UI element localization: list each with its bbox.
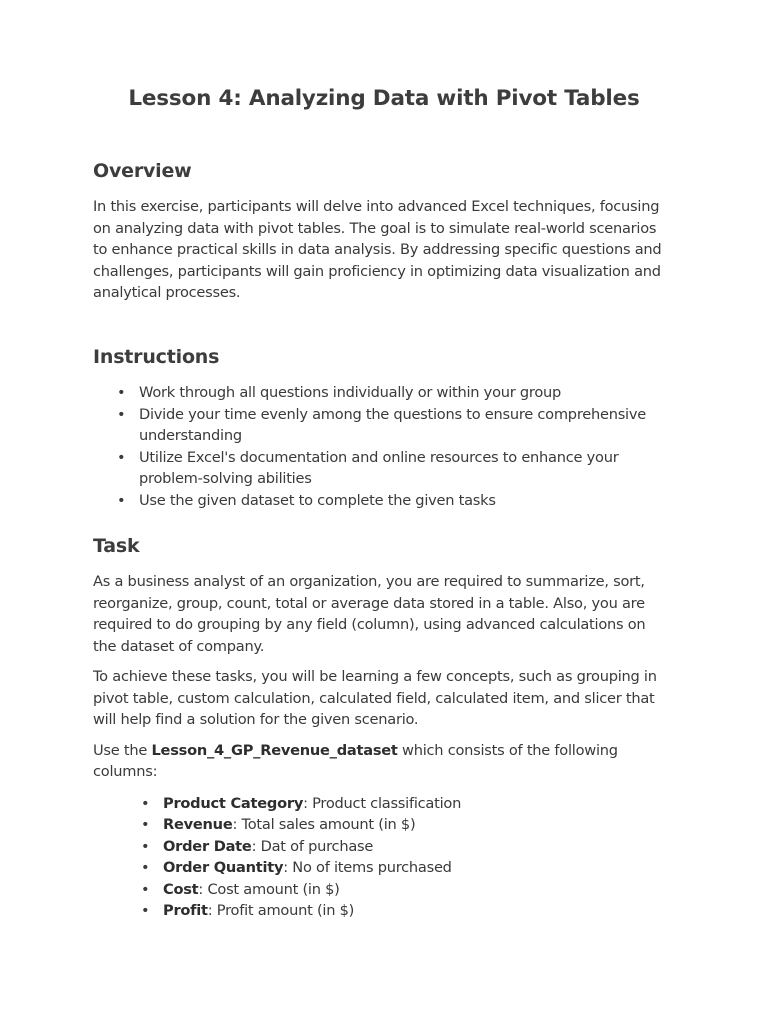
task-section	[93, 535, 673, 922]
page-title: Lesson 4: Analyzing Data with Pivot Tables	[128, 86, 640, 111]
column-description: : Total sales amount (in $)	[232, 816, 416, 833]
bullet-icon: •	[117, 384, 126, 401]
bullet-icon: •	[141, 902, 150, 919]
list-item	[93, 879, 673, 901]
list-item	[93, 857, 673, 879]
list-item	[93, 382, 673, 403]
instruction-text: Utilize Excel's documentation and online resources to enhance your problem-solving abilities	[139, 449, 619, 487]
list-item	[93, 836, 673, 858]
task-text-suffix: which consists of the following columns:	[93, 741, 618, 780]
list-item	[93, 793, 673, 815]
list-item	[93, 447, 673, 489]
task-text-prefix: Use the	[93, 741, 152, 759]
column-description: : No of items purchased	[283, 859, 452, 876]
bullet-icon: •	[117, 492, 126, 509]
column-description: : Product classification	[303, 794, 462, 812]
bullet-icon: •	[141, 859, 150, 876]
instructions-heading: Instructions	[93, 346, 220, 368]
instructions-section	[93, 346, 673, 512]
bullet-icon: •	[141, 816, 150, 833]
column-name: Order Date	[163, 837, 252, 855]
bullet-icon: •	[117, 449, 126, 466]
column-name: Order Quantity	[163, 859, 284, 876]
column-description: : Cost amount (in $)	[198, 880, 340, 898]
dataset-name: Lesson_4_GP_Revenue_dataset	[151, 741, 398, 759]
bullet-icon: •	[141, 837, 150, 855]
bullet-icon: •	[141, 880, 150, 898]
instruction-text: Use the given dataset to complete the given tasks	[139, 492, 496, 509]
bullet-icon: •	[141, 794, 150, 812]
instructions-list	[93, 382, 673, 511]
instruction-text: Work through all questions individually or within your group	[139, 384, 562, 401]
column-name: Cost	[163, 880, 199, 898]
column-description: : Profit amount (in $)	[207, 902, 355, 919]
task-paragraph-1: As a business analyst of an organization, you are required to summarize, sort, reorganize, group, count, total or average data stored in a table. Also, you are required to do grouping by any field (column), using advanced calculations on the dataset of company.	[93, 573, 646, 655]
overview-paragraph: In this exercise, participants will delve into advanced Excel techniques, focusing on analyzing data with pivot tables. The goal is to simulate real-world scenarios to enhance practical skills in data analysis. By addressing specific questions and challenges, participants will gain proficiency in optimizing data visualization and analytical processes.	[93, 198, 662, 301]
list-item	[93, 900, 673, 922]
column-name: Revenue	[163, 816, 233, 833]
task-paragraph-2: To achieve these tasks, you will be learning a few concepts, such as grouping in pivot table, custom calculation, calculated field, calculated item, and slicer that will help find a solution for the given scenario.	[93, 668, 657, 728]
overview-section	[93, 160, 673, 313]
column-name: Profit	[163, 902, 208, 919]
list-item	[93, 404, 673, 446]
task-heading: Task	[93, 535, 140, 557]
bullet-icon: •	[117, 406, 126, 423]
overview-heading: Overview	[93, 160, 192, 182]
column-name: Product Category	[163, 794, 304, 812]
task-paragraph-3	[93, 740, 673, 783]
list-item	[93, 814, 673, 836]
instruction-text: Divide your time evenly among the questions to ensure comprehensive understanding	[139, 406, 646, 444]
columns-list	[93, 793, 673, 922]
list-item	[93, 490, 673, 511]
column-description: : Dat of purchase	[251, 837, 374, 855]
